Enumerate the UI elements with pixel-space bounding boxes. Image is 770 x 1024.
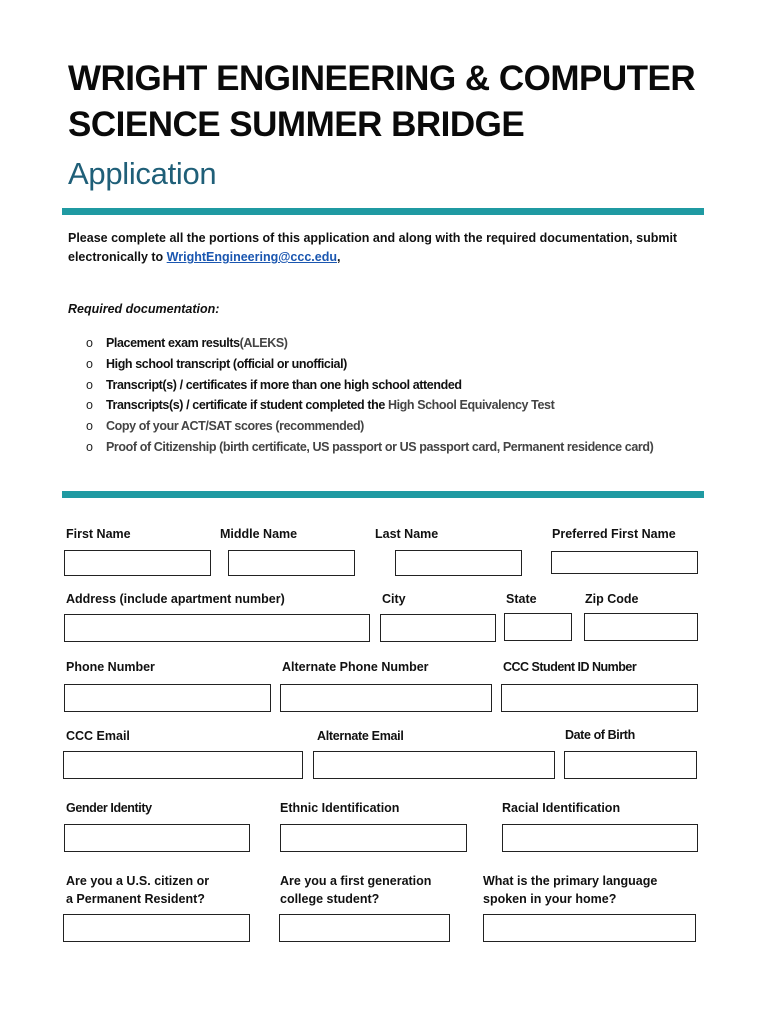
requirement-text: Transcript(s) / certificates if more than one high school attended [106, 377, 462, 392]
form-subtitle: Application [68, 156, 217, 191]
list-item [86, 416, 653, 437]
last-name-field[interactable] [395, 550, 522, 576]
language-question-label [483, 872, 657, 908]
list-item [86, 354, 653, 375]
phone-number-label: Phone Number [66, 660, 155, 674]
bullet-icon: o [86, 419, 93, 434]
required-documentation-heading: Required documentation: [68, 302, 220, 316]
date-of-birth-label: Date of Birth [565, 728, 635, 742]
address-label: Address (include apartment number) [66, 592, 285, 606]
middle-name-label: Middle Name [220, 527, 298, 541]
intro-body: Please complete all the portions of this application and along with the required documentation, submit electronically to [68, 231, 678, 264]
date-of-birth-field[interactable] [564, 751, 697, 779]
requirement-text: Placement exam results [106, 336, 240, 350]
citizen-question-label [66, 872, 209, 908]
alternate-email-field[interactable] [313, 751, 555, 779]
racial-identification-field[interactable] [502, 824, 698, 852]
list-item [86, 395, 653, 416]
language-answer-field[interactable] [483, 914, 696, 942]
alternate-phone-field[interactable] [280, 684, 492, 712]
bullet-icon: o [86, 336, 93, 350]
address-field[interactable] [64, 614, 370, 642]
list-item [86, 437, 653, 458]
intro-trailing-comma: , [336, 250, 341, 264]
requirement-text-secondary: Proof of Citizenship (birth certificate, US passport or US passport card, Permanent residence card) [106, 439, 654, 454]
first-name-label: First Name [66, 527, 131, 541]
first-generation-question-line: Are you a first generation [280, 874, 432, 888]
ethnic-identification-field[interactable] [280, 824, 467, 852]
list-item [86, 333, 653, 354]
bullet-icon: o [86, 439, 93, 454]
ccc-email-field[interactable] [63, 751, 303, 779]
bullet-icon: o [86, 398, 93, 413]
requirement-text-secondary: (ALEKS) [239, 336, 288, 350]
header-divider [62, 208, 704, 215]
first-generation-question-label [280, 872, 431, 908]
list-item [86, 375, 653, 396]
requirement-text-secondary: High School Equivalency Test [387, 398, 555, 413]
ccc-email-label: CCC Email [66, 729, 130, 743]
form-title: WRIGHT ENGINEERING & COMPUTER SCIENCE SUMMER BRIDGE [68, 59, 696, 144]
language-question-line: spoken in your home? [483, 892, 617, 906]
citizen-answer-field[interactable] [63, 914, 250, 942]
ethnic-identification-label: Ethnic Identification [280, 801, 400, 815]
zip-code-field[interactable] [584, 613, 698, 641]
gender-identity-field[interactable] [64, 824, 250, 852]
citizen-question-line: Are you a U.S. citizen or [66, 874, 210, 888]
city-field[interactable] [380, 614, 496, 642]
bullet-icon: o [86, 377, 93, 392]
contact-email-link[interactable]: WrightEngineering@ccc.edu [166, 250, 337, 264]
language-question-line: What is the primary language [483, 874, 658, 888]
gender-identity-label: Gender Identity [66, 801, 152, 815]
preferred-first-name-field[interactable] [551, 551, 698, 574]
bullet-icon: o [86, 356, 93, 371]
intro-text [68, 229, 708, 267]
city-label: City [382, 592, 406, 606]
alternate-email-label: Alternate Email [317, 729, 404, 743]
zip-code-label: Zip Code [585, 592, 639, 606]
first-generation-question-line: college student? [280, 892, 380, 906]
alternate-phone-label: Alternate Phone Number [282, 660, 429, 674]
required-documentation-list [86, 333, 653, 458]
state-field[interactable] [504, 613, 572, 641]
section-divider [62, 491, 704, 498]
student-id-label: CCC Student ID Number [503, 660, 637, 674]
requirement-text: High school transcript (official or unofficial) [106, 356, 347, 371]
first-generation-answer-field[interactable] [279, 914, 450, 942]
middle-name-field[interactable] [228, 550, 355, 576]
requirement-text-secondary: Copy of your ACT/SAT scores (recommended) [106, 419, 364, 434]
state-label: State [506, 592, 537, 606]
phone-number-field[interactable] [64, 684, 271, 712]
last-name-label: Last Name [375, 527, 439, 541]
racial-identification-label: Racial Identification [502, 801, 621, 815]
citizen-question-line: a Permanent Resident? [66, 892, 205, 906]
requirement-text: Transcripts(s) / certificate if student completed the [106, 398, 388, 413]
student-id-field[interactable] [501, 684, 698, 712]
preferred-first-name-label: Preferred First Name [552, 527, 676, 541]
first-name-field[interactable] [64, 550, 211, 576]
